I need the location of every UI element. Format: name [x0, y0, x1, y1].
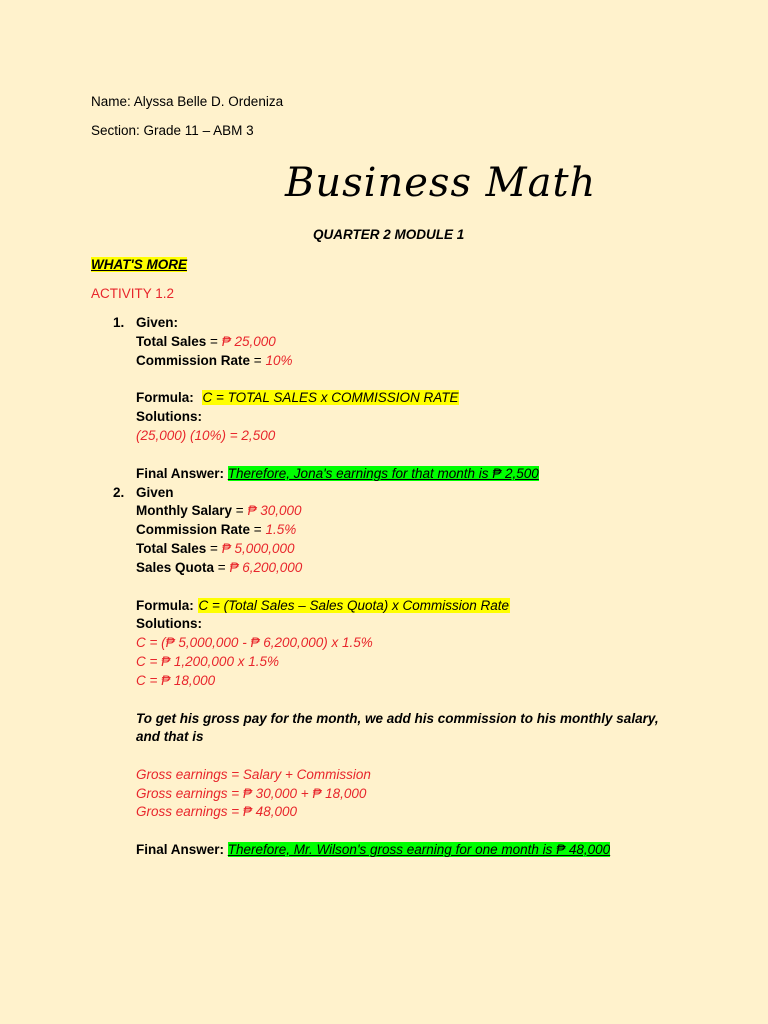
problem2-sales-quota [136, 559, 302, 577]
gross-earnings-line: Gross earnings = ₱ 30,000 + ₱ 18,000 [136, 786, 367, 801]
problem2-solution-line: C = (₱ 5,000,000 - ₱ 6,200,000) x 1.5% [136, 635, 373, 650]
equals-sign: = [210, 541, 218, 556]
equals-sign: = [253, 353, 262, 368]
sales-quota-value: ₱ 6,200,000 [229, 560, 303, 575]
equals-sign: = [217, 560, 226, 575]
student-name: Name: Alyssa Belle D. Ordeniza [91, 94, 284, 109]
problem2-solution-line: C = ₱ 1,200,000 x 1.5% [136, 654, 279, 669]
gross-earnings-line: Gross earnings = Salary + Commission [136, 767, 371, 782]
problem2-formula [136, 597, 510, 615]
whats-more-heading [91, 256, 187, 274]
commission-rate-value: 1.5% [265, 522, 297, 537]
formula-label: Formula: [136, 390, 194, 405]
problem2-solution-line: C = ₱ 18,000 [136, 673, 216, 688]
module-heading: QUARTER 2 MODULE 1 [313, 227, 465, 242]
problem2-note-line: and that is [136, 729, 204, 744]
total-sales-value: ₱ 25,000 [221, 334, 276, 349]
activity-heading: ACTIVITY 1.2 [91, 286, 175, 301]
final-answer-text: Therefore, Jona's earnings for that month is ₱ 2,500 [227, 466, 539, 481]
problem2-monthly-salary [136, 502, 302, 520]
script-title: Business Math [285, 160, 597, 206]
final-answer-text: Therefore, Mr. Wilson's gross earning for one month is ₱ 48,000 [227, 842, 611, 857]
equals-sign: = [253, 522, 262, 537]
equals-sign: = [210, 334, 218, 349]
formula-label: Formula: [136, 598, 194, 613]
problem2-note-line: To get his gross pay for the month, we add his commission to his monthly salary, [136, 711, 659, 726]
total-sales-label: Total Sales [136, 541, 207, 556]
final-answer-label: Final Answer: [136, 842, 225, 857]
problem2-commission-rate [136, 521, 296, 539]
commission-rate-label: Commission Rate [136, 522, 251, 537]
equals-sign: = [235, 503, 244, 518]
problem1-solution: (25,000) (10%) = 2,500 [136, 428, 276, 443]
whats-more-label: WHAT'S MORE [91, 257, 187, 272]
monthly-salary-label: Monthly Salary [136, 503, 233, 518]
formula-text: C = (Total Sales – Sales Quota) x Commission Rate [198, 598, 510, 613]
total-sales-label: Total Sales [136, 334, 207, 349]
student-section: Section: Grade 11 – ABM 3 [91, 123, 254, 138]
problem1-formula [136, 389, 459, 407]
commission-rate-value: 10% [265, 353, 293, 368]
problem1-final-answer [136, 465, 539, 483]
sales-quota-label: Sales Quota [136, 560, 215, 575]
commission-rate-label: Commission Rate [136, 353, 251, 368]
problem1-total-sales [136, 333, 276, 351]
gross-earnings-line: Gross earnings = ₱ 48,000 [136, 804, 297, 819]
total-sales-value: ₱ 5,000,000 [221, 541, 295, 556]
problem2-number: 2. [113, 485, 125, 500]
problem2-given: Given [136, 485, 174, 500]
problem1-commission-rate [136, 352, 292, 370]
final-answer-label: Final Answer: [136, 466, 225, 481]
monthly-salary-value: ₱ 30,000 [247, 503, 302, 518]
problem2-solutions-label: Solutions: [136, 616, 202, 631]
problem1-solutions-label: Solutions: [136, 409, 202, 424]
problem2-total-sales [136, 540, 295, 558]
problem1-given: Given: [136, 315, 179, 330]
problem2-final-answer [136, 841, 610, 859]
formula-text: C = TOTAL SALES x COMMISSION RATE [202, 390, 459, 405]
problem1-number: 1. [113, 315, 125, 330]
